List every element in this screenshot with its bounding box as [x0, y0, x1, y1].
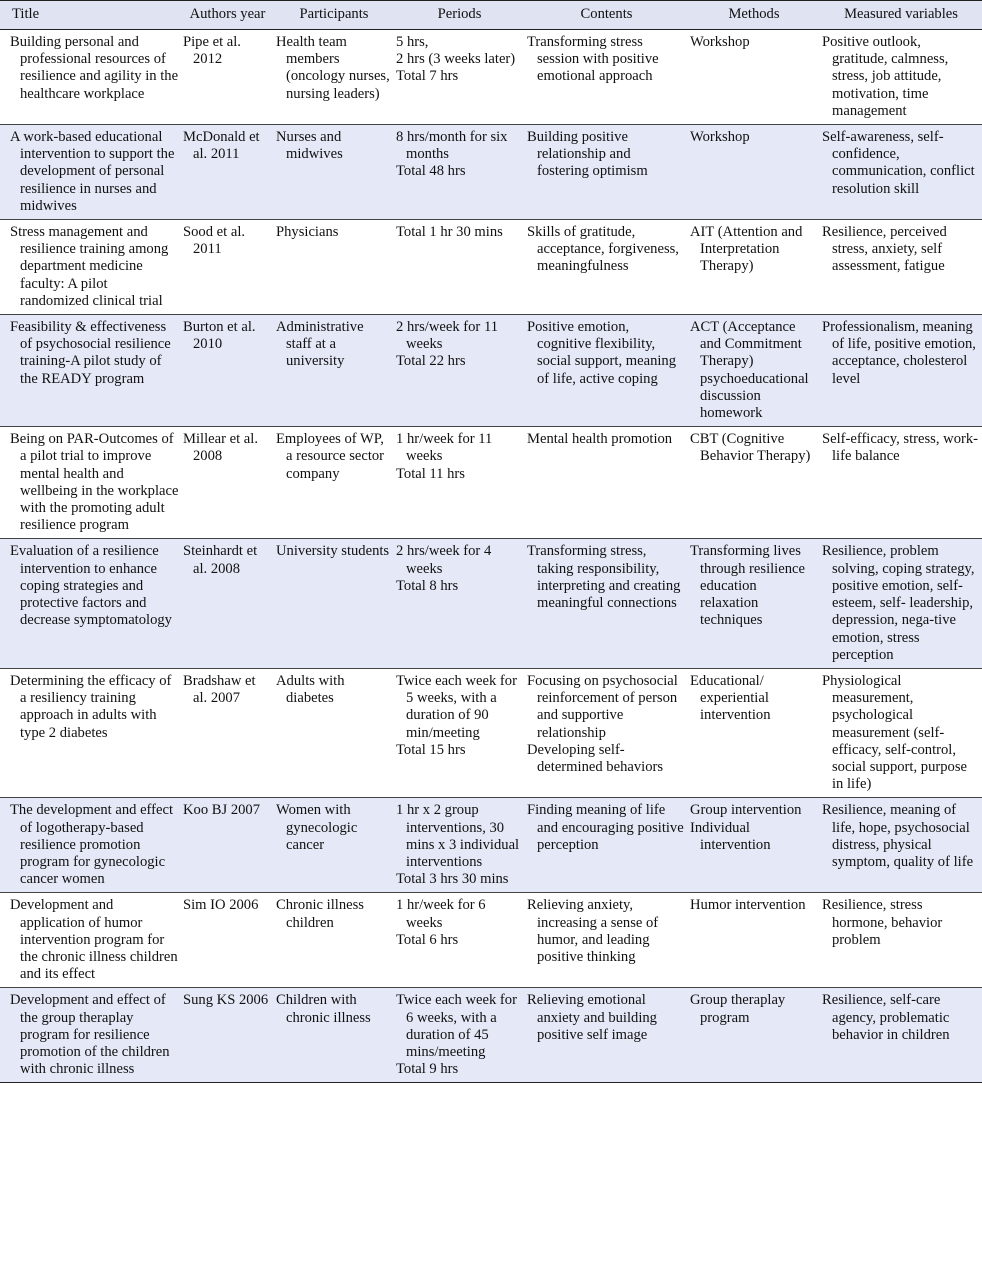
- cell-periods: [394, 220, 525, 315]
- table-row: [0, 220, 982, 315]
- header-authors-year: Authors year: [189, 6, 266, 23]
- header-methods: Methods: [728, 6, 780, 23]
- cell-participants: [274, 988, 394, 1083]
- cell-line: Twice each week for 5 weeks, with a duration of 90 min/meeting: [396, 672, 517, 741]
- cell-line: Transforming lives through resilience education relaxation techniques: [690, 543, 805, 629]
- cell-contents: [525, 427, 688, 539]
- cell-authors-year: [181, 988, 274, 1083]
- cell-line: Total 15 hrs: [396, 741, 466, 758]
- cell-methods: [688, 798, 820, 893]
- cell-line: Chronic illness children: [276, 897, 364, 931]
- cell-methods: [688, 427, 820, 539]
- cell-contents: [525, 668, 688, 797]
- cell-authors-year: [181, 427, 274, 539]
- cell-line: Development and application of humor intervention program for the chronic illness children and its effect: [10, 897, 178, 983]
- cell-methods: [688, 30, 820, 125]
- cell-contents: [525, 539, 688, 668]
- cell-line: 2 hrs/week for 4 weeks: [396, 543, 492, 577]
- cell-line: Resilience, stress hormone, behavior problem: [822, 897, 943, 948]
- cell-line: 1 hr/week for 11 weeks: [396, 431, 493, 465]
- cell-periods: [394, 893, 525, 988]
- table-row: [0, 30, 982, 125]
- cell-periods: [394, 798, 525, 893]
- cell-line: Total 1 hr 30 mins: [396, 224, 503, 241]
- cell-methods: [688, 988, 820, 1083]
- cell-line: Mental health promotion: [527, 431, 673, 448]
- cell-line: Resilience, problem solving, coping strategy, positive emotion, self-esteem, self- leadership, depression, nega-tive emotion, stress perception: [822, 543, 975, 663]
- cell-line: 1 hr/week for 6 weeks: [396, 897, 486, 931]
- cell-methods: [688, 125, 820, 220]
- cell-participants: [274, 668, 394, 797]
- cell-line: Being on PAR-Outcomes of a pilot trial to improve mental health and wellbeing in the workplace with the promoting adult resilience program: [10, 431, 179, 534]
- cell-line: The development and effect of logotherapy-based resilience promotion program for gynecologic cancer women: [10, 802, 174, 888]
- cell-line: ACT (Acceptance and Commitment Therapy) psychoeducational discussion homework: [690, 319, 809, 422]
- cell-line: Finding meaning of life and encouraging positive perception: [527, 802, 684, 853]
- cell-line: Group intervention: [690, 802, 802, 819]
- cell-line: Total 9 hrs: [396, 1061, 459, 1078]
- cell-participants: [274, 30, 394, 125]
- cell-participants: [274, 539, 394, 668]
- cell-line: Developing self-determined behaviors: [527, 741, 664, 775]
- cell-line: Feasibility & effectiveness of psychosocial resilience training-A pilot study of the READY program: [10, 319, 171, 387]
- cell-line: Total 3 hrs 30 mins: [396, 871, 509, 888]
- cell-line: Bradshaw et al. 2007: [183, 672, 256, 707]
- cell-line: Physicians: [276, 224, 339, 241]
- table-row: [0, 125, 982, 220]
- table-row: [0, 798, 982, 893]
- cell-line: A work-based educational intervention to support the development of personal resilience in nurses and midwives: [10, 129, 175, 214]
- cell-measured-variables: [820, 893, 982, 988]
- cell-contents: [525, 798, 688, 893]
- cell-line: Positive emotion, cognitive flexibility, social support, meaning of life, active coping: [527, 319, 677, 387]
- cell-line: Total 11 hrs: [396, 465, 465, 482]
- cell-line: Sood et al. 2011: [183, 224, 246, 258]
- cell-methods: [688, 893, 820, 988]
- cell-measured-variables: [820, 988, 982, 1083]
- cell-measured-variables: [820, 668, 982, 797]
- cell-title: [0, 668, 181, 797]
- cell-line: Stress management and resilience training among department medicine faculty: A pilot randomized clinical trial: [10, 224, 169, 309]
- header-periods: Periods: [437, 6, 482, 23]
- cell-line: 2 hrs/week for 11 weeks: [396, 319, 498, 353]
- table-row: [0, 427, 982, 539]
- table-row: [0, 668, 982, 797]
- cell-line: Humor intervention: [690, 897, 806, 914]
- cell-line: 5 hrs,: [396, 34, 429, 50]
- cell-participants: [274, 798, 394, 893]
- cell-methods: [688, 668, 820, 797]
- cell-line: Children with chronic illness: [276, 992, 371, 1026]
- cell-authors-year: [181, 798, 274, 893]
- cell-line: Employees of WP, a resource sector company: [276, 431, 385, 482]
- cell-title: [0, 315, 181, 427]
- cell-line: Total 6 hrs: [396, 931, 459, 948]
- cell-periods: [394, 30, 525, 125]
- cell-line: Twice each week for 6 weeks, with a duration of 45 mins/meeting: [396, 992, 517, 1060]
- cell-participants: [274, 893, 394, 988]
- cell-line: Nurses and midwives: [276, 129, 343, 163]
- cell-line: University students: [276, 543, 390, 560]
- cell-line: Professionalism, meaning of life, positive emotion, acceptance, cholesterol level: [822, 319, 976, 387]
- cell-line: Focusing on psychosocial reinforcement of person and supportive relationship: [527, 672, 678, 741]
- cell-line: Transforming stress, taking responsibility, interpreting and creating meaningful connections: [527, 543, 681, 612]
- cell-title: [0, 988, 181, 1083]
- cell-line: Relieving emotional anxiety and building positive self image: [527, 992, 657, 1043]
- cell-line: Pipe et al. 2012: [183, 34, 241, 68]
- cell-methods: [688, 315, 820, 427]
- cell-authors-year: [181, 30, 274, 125]
- header-contents: Contents: [580, 6, 633, 23]
- cell-line: Total 8 hrs: [396, 577, 459, 594]
- cell-title: [0, 220, 181, 315]
- cell-line: Group theraplay program: [690, 992, 786, 1026]
- cell-line: Development and effect of the group theraplay program for resilience promotion of the children with chronic illness: [10, 992, 170, 1078]
- cell-line: Individual intervention: [690, 819, 771, 853]
- cell-authors-year: [181, 125, 274, 220]
- header-participants: Participants: [299, 6, 369, 23]
- cell-line: McDonald et al. 2011: [183, 129, 260, 163]
- cell-line: Positive outlook, gratitude, calmness, stress, job attitude, motivation, time management: [822, 34, 949, 119]
- cell-line: Skills of gratitude, acceptance, forgiveness, meaningfulness: [527, 224, 679, 275]
- cell-line: Administrative staff at a university: [276, 319, 364, 370]
- cell-line: 1 hr x 2 group interventions, 30 mins x 3 individual interventions: [396, 802, 520, 870]
- cell-authors-year: [181, 668, 274, 797]
- cell-line: Workshop: [690, 34, 750, 50]
- cell-title: [0, 798, 181, 893]
- cell-measured-variables: [820, 220, 982, 315]
- cell-line: Sung KS 2006: [183, 992, 269, 1009]
- cell-line: Health team members (oncology nurses, nursing leaders): [276, 34, 390, 102]
- cell-line: CBT (Cognitive Behavior Therapy): [690, 431, 811, 465]
- cell-measured-variables: [820, 30, 982, 125]
- header-row: [0, 1, 982, 30]
- cell-measured-variables: [820, 125, 982, 220]
- cell-line: 8 hrs/month for six months: [396, 129, 508, 163]
- cell-line: Burton et al. 2010: [183, 319, 256, 353]
- cell-line: Total 22 hrs: [396, 353, 466, 370]
- cell-contents: [525, 315, 688, 427]
- cell-title: [0, 539, 181, 668]
- cell-participants: [274, 315, 394, 427]
- cell-contents: [525, 125, 688, 220]
- table-row: [0, 893, 982, 988]
- cell-contents: [525, 893, 688, 988]
- cell-measured-variables: [820, 539, 982, 668]
- cell-line: Evaluation of a resilience intervention to enhance coping strategies and protective factors and decrease symptomatology: [10, 543, 172, 629]
- cell-line: Relieving anxiety, increasing a sense of humor, and leading positive thinking: [527, 897, 659, 965]
- cell-line: 2 hrs (3 weeks later): [396, 51, 516, 68]
- cell-line: Self-efficacy, stress, work-life balance: [822, 431, 979, 465]
- cell-line: Workshop: [690, 129, 750, 146]
- cell-periods: [394, 988, 525, 1083]
- cell-line: Total 48 hrs: [396, 163, 466, 180]
- cell-line: Resilience, meaning of life, hope, psychosocial distress, physical symptom, quality of life: [822, 802, 974, 870]
- cell-line: Educational/ experiential intervention: [690, 672, 771, 724]
- cell-measured-variables: [820, 427, 982, 539]
- cell-line: Koo BJ 2007: [183, 802, 261, 819]
- cell-line: Building personal and professional resources of resilience and agility in the healthcare workplace: [10, 34, 179, 102]
- cell-periods: [394, 315, 525, 427]
- cell-line: Millear et al. 2008: [183, 431, 258, 465]
- cell-line: AIT (Attention and Interpretation Therapy): [690, 224, 803, 275]
- cell-methods: [688, 220, 820, 315]
- cell-line: Resilience, self-care agency, problematic behavior in children: [822, 992, 950, 1043]
- cell-line: Women with gynecologic cancer: [276, 802, 358, 853]
- cell-title: [0, 125, 181, 220]
- cell-line: Adults with diabetes: [276, 672, 345, 707]
- cell-title: [0, 427, 181, 539]
- header-measured-variables: Measured variables: [844, 6, 958, 23]
- cell-periods: [394, 125, 525, 220]
- cell-authors-year: [181, 539, 274, 668]
- cell-title: [0, 893, 181, 988]
- cell-participants: [274, 220, 394, 315]
- table-row: [0, 539, 982, 668]
- cell-measured-variables: [820, 315, 982, 427]
- cell-title: [0, 30, 181, 125]
- cell-line: Physiological measurement, psychological measurement (self-efficacy, self-control, social support, purpose in life): [822, 672, 967, 793]
- cell-contents: [525, 30, 688, 125]
- cell-periods: [394, 668, 525, 797]
- cell-periods: [394, 539, 525, 668]
- cell-line: Determining the efficacy of a resiliency training approach in adults with type 2 diabetes: [10, 672, 172, 741]
- cell-methods: [688, 539, 820, 668]
- table-row: [0, 988, 982, 1083]
- table-row: [0, 315, 982, 427]
- header-title: Title: [12, 6, 40, 23]
- cell-line: Steinhardt et al. 2008: [183, 543, 258, 577]
- cell-periods: [394, 427, 525, 539]
- cell-authors-year: [181, 893, 274, 988]
- cell-participants: [274, 427, 394, 539]
- cell-line: Sim IO 2006: [183, 897, 259, 914]
- cell-authors-year: [181, 220, 274, 315]
- cell-line: Transforming stress session with positive emotional approach: [527, 34, 659, 85]
- cell-line: Self-awareness, self-confidence, communication, conflict resolution skill: [822, 129, 975, 197]
- cell-line: Resilience, perceived stress, anxiety, self assessment, fatigue: [822, 224, 947, 275]
- cell-contents: [525, 220, 688, 315]
- cell-line: Total 7 hrs: [396, 68, 459, 85]
- cell-authors-year: [181, 315, 274, 427]
- cell-contents: [525, 988, 688, 1083]
- cell-participants: [274, 125, 394, 220]
- cell-measured-variables: [820, 798, 982, 893]
- cell-line: Building positive relationship and fostering optimism: [527, 129, 648, 180]
